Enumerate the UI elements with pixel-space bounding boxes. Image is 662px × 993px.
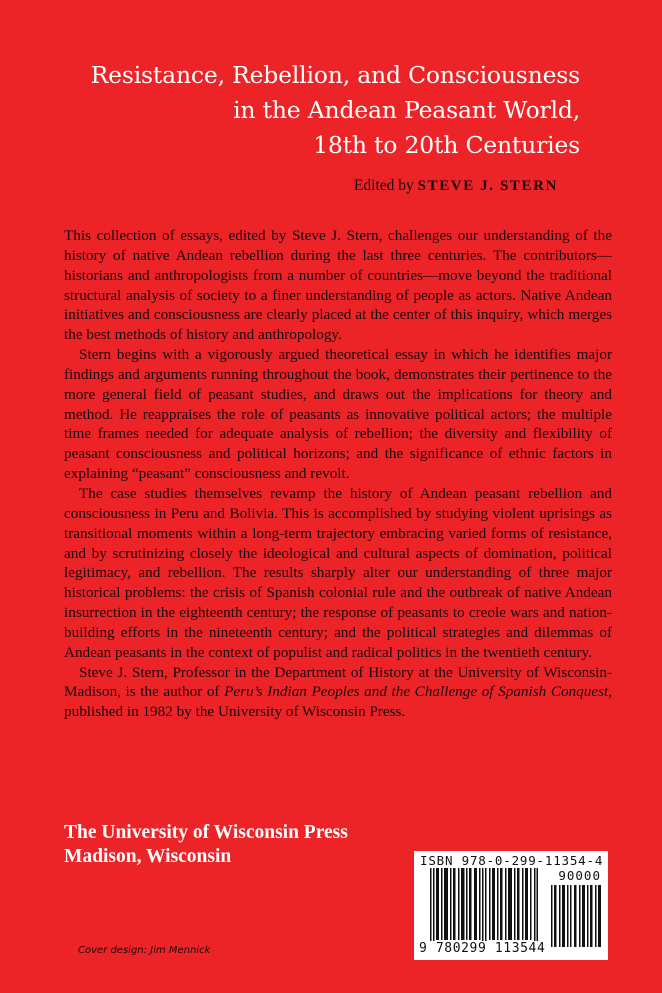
publisher-imprint [64, 821, 348, 869]
blurb-text [64, 226, 612, 722]
book-title [91, 58, 580, 163]
publisher-location: Madison, Wisconsin [64, 846, 232, 867]
title-line-2: in the Andean Peasant World, [233, 96, 580, 124]
blurb-paragraph-3: The case studies themselves revamp the history of Andean peasant rebellion and consciousness in Peru and Bolivia. This is accomplished by studying violent uprisings as transitional moments within a long-term trajectory embracing varied forms of resistance, and by scrutinizing closely the ideological and cultural aspects of domination, political legitimacy, and rebellion. The results sharply alter our understanding of three major historical problems: the crisis of Spanish colonial rule and the outbreak of native Andean insurrection in the eighteenth century; the response of peasants to creole wars and nation-building efforts in the nineteenth century; and the political strategies and dilemmas of Andean peasants in the context of populist and radical politics in the twentieth century. [64, 484, 612, 661]
editor-prefix: Edited by [353, 177, 414, 194]
editor-name: STEVE J. STERN [417, 178, 558, 194]
isbn-label: ISBN 978-0-299-11354-4 [420, 853, 604, 868]
author-book-title: Peru’s Indian Peoples and the Challenge of Spanish Conquest, [224, 683, 612, 701]
author-bio-after: published in 1982 by the University of Wisconsin Press. [64, 703, 406, 721]
price-code: 90000 [558, 868, 601, 883]
author-bio [64, 663, 612, 723]
publisher-name: The University of Wisconsin Press [64, 822, 348, 843]
author-bio-before: Steve J. Stern, Professor in the Department of History at the University of Wisconsin-Madison, is the author of [64, 663, 612, 701]
title-line-3: 18th to 20th Centuries [313, 131, 580, 159]
isbn-barcode [414, 851, 608, 960]
ean-digits: 9 780299 113544 [419, 941, 546, 956]
blurb-paragraph-1: This collection of essays, edited by Steve J. Stern, challenges our understanding of the history of native Andean rebellion during the last three centuries. The contributors—historians and anthropologists from a number of countries—move beyond the traditional structural analysis of society to a finer understanding of people as actors. Native Andean initiatives and consciousness are clearly placed at the center of this inquiry, which merges the best methods of history and anthropology. [64, 227, 612, 344]
cover-design-credit: Cover design: Jim Mennick [78, 945, 211, 956]
editor-credit [354, 177, 558, 195]
title-line-1: Resistance, Rebellion, and Consciousness [90, 61, 580, 89]
blurb-paragraph-2: Stern begins with a vigorously argued theoretical essay in which he identifies major findings and arguments running throughout the book, demonstrates their pertinence to the more general field of peasant studies, and draws out the implications for theory and method. He reappraises the role of peasants as innovative political actors; the multiple time frames needed for adequate analysis of rebellion; the diversity and flexibility of peasant consciousness and political horizons; and the significance of ethnic factors in explaining “peasant” consciousness and revolt. [64, 346, 612, 483]
price-barcode-bars [551, 885, 603, 947]
ean-barcode-bars [430, 868, 538, 946]
